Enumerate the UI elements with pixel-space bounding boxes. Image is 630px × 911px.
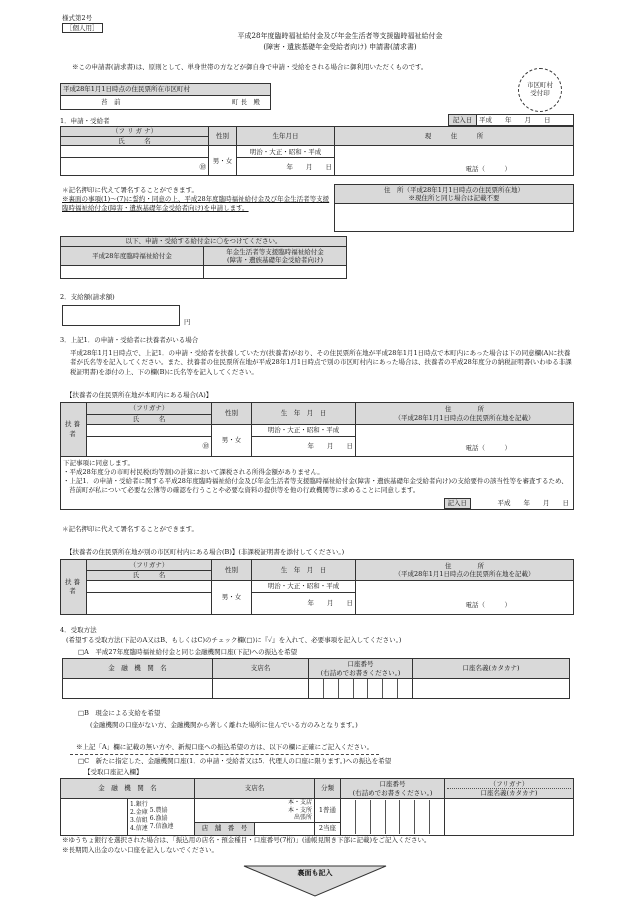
dependent-a-name-field[interactable] bbox=[87, 437, 212, 457]
bank-types-col2: 5.農協 6.漁協 7.信漁連 bbox=[149, 807, 174, 830]
applicant-furigana-header: （フ リ ガ ナ） bbox=[61, 127, 209, 137]
account-name-header bbox=[445, 779, 574, 799]
jan1-address-note: ※現住所と同じ場合は記載不要 bbox=[408, 194, 500, 202]
entry-date-label: 記入日 bbox=[449, 115, 477, 126]
dependent-seal-note: ＊記名押印に代えて署名することができます。 bbox=[62, 525, 198, 533]
branch-header: 支店名 bbox=[195, 779, 315, 799]
addressee-table bbox=[60, 83, 271, 110]
benefit-col-pension-line2: (障害・遺族基礎年金受給者向け) bbox=[226, 256, 324, 264]
form-number: 様式第2号 bbox=[62, 14, 93, 22]
prev-account-no-title: 口座番号 bbox=[347, 660, 374, 669]
benefit-col-pension-line1: 年金生活者等支援臨時福祉給付金 bbox=[226, 247, 324, 256]
consent-block bbox=[61, 457, 574, 510]
consent-line2: ・平成28年度分の市町村民税(均等割)の計算において課税される所得金額がありません。 bbox=[63, 468, 324, 477]
account-name-furigana-header: （フリガナ） bbox=[447, 780, 571, 789]
form-title-line2: (障害・遺族基礎年金受給者向け) 申請書(請求書) bbox=[263, 43, 417, 51]
entry-date-field[interactable]: 平成 年 月 日 bbox=[477, 115, 574, 126]
prev-account-name-header: 口座名義(カタカナ) bbox=[413, 659, 570, 679]
address-header: 現 住 所 bbox=[335, 127, 574, 146]
dependent-a-gender-header: 性別 bbox=[212, 403, 252, 425]
consent-date-field[interactable]: 平成 年 月 日 bbox=[497, 499, 569, 508]
section1-title: 1．申請・受給者 bbox=[60, 117, 110, 125]
oath-note: ※裏面の事項(1)～(7)に誓約・同意の上、平成28年度臨時福祉給付金及び年金生活者等支援臨時福祉給付金(障害・遺族基礎年金受給者向け)を申請します。 bbox=[62, 195, 330, 212]
prev-branch-field[interactable] bbox=[213, 679, 309, 699]
benefit-select-pension[interactable] bbox=[204, 266, 347, 279]
stamp-label-2: 受付印 bbox=[530, 89, 550, 98]
consent-date-label: 記入日 bbox=[444, 498, 472, 509]
entry-date-table bbox=[448, 114, 574, 126]
section3-title: 3．上記1．の申請・受給者に扶養者がいる場合 bbox=[60, 336, 199, 344]
amount-field[interactable] bbox=[62, 305, 180, 326]
gender-header: 性別 bbox=[209, 127, 237, 146]
dependent-a-address-title: 住 所 bbox=[445, 405, 484, 414]
dependent-b-era[interactable]: 明治・大正・昭和・平成 bbox=[252, 581, 356, 593]
prev-bank-header: 金 融 機 関 名 bbox=[63, 659, 213, 679]
stamp-label-1: 市区町村 bbox=[527, 81, 553, 89]
case-a-title: 【扶養者の住民票所在地が本町内にある場合(A)】 bbox=[66, 391, 213, 399]
section4-note: (希望する受取方法(下記のA又はB、もしくはC)のチェック欄(□)に『✓』を入れて、必要事項を記入してください。) bbox=[66, 636, 402, 644]
dependent-b-label: 扶養者 bbox=[61, 560, 87, 615]
mayor-honorific: 町 長 殿 bbox=[231, 98, 260, 107]
applicant-era[interactable]: 明治・大正・昭和・平成 bbox=[237, 146, 335, 158]
addressee-cell bbox=[61, 96, 271, 110]
applicant-birthdate[interactable]: 年 月 日 bbox=[237, 158, 335, 176]
new-account-table bbox=[60, 778, 574, 836]
dependent-b-name-field[interactable] bbox=[87, 593, 212, 615]
dependent-a-gender[interactable]: 男・女 bbox=[212, 425, 252, 457]
jan1-address-header bbox=[335, 185, 574, 204]
store-number-label: 店 舗 番 号 bbox=[195, 822, 255, 835]
prev-account-table bbox=[62, 658, 570, 699]
type-ordinary[interactable]: 1普通 bbox=[315, 799, 341, 823]
seal-note: ＊記名押印に代えて署名することができます。 bbox=[62, 186, 198, 194]
branch-name-field[interactable]: 本・支店 本・支所 出張所 bbox=[195, 799, 315, 823]
dependent-b-furigana-field[interactable] bbox=[87, 581, 212, 593]
option-c[interactable]: □C 新たに指定した、金融機関口座(1．の申請・受給者又は5．代理人の口座に限ります。)への振込を希望 bbox=[78, 757, 392, 765]
yucho-note: ※ゆうちょ銀行を選択された場合は、「振込用の店名・預金種目・口座番号(7桁)」(通帳見開き下部に記載)をご記入ください。 bbox=[62, 836, 431, 844]
dependent-a-table bbox=[60, 402, 574, 510]
applicant-phone: 電話（ ） bbox=[465, 164, 511, 173]
dependent-b-address-field[interactable] bbox=[356, 581, 574, 615]
jan1-address-field[interactable] bbox=[335, 204, 574, 232]
bank-types-col1: 1.銀行 2.金庫 3.信組 4.信連 bbox=[130, 801, 148, 832]
dependent-b-birth-header: 生 年 月 日 bbox=[252, 560, 356, 581]
benefit-select-temporary[interactable] bbox=[61, 266, 204, 279]
dependent-seal-icon: ㊞ bbox=[202, 442, 209, 451]
consent-line3: ・上記1．の申請・受給者に関する平成28年度臨時福祉給付金及び年金生活者等支援臨時福祉給付金(障害・遺族基礎年金受給者向け)の支給要件の該当性等を審査するため、苔前町が私について必要な公簿等の確認を行うことや必要な資料の提供等を他の行政機関等に求めることに同意します。 bbox=[63, 477, 568, 495]
dependent-a-name-header: 氏 名 bbox=[87, 415, 212, 425]
dependent-a-birthdate[interactable]: 年 月 日 bbox=[252, 437, 356, 457]
reception-stamp bbox=[518, 68, 562, 112]
dependent-b-gender[interactable]: 男・女 bbox=[212, 581, 252, 615]
form-title-line1: 平成28年度臨時福祉給付金及び年金生活者等支援臨時福祉給付金 bbox=[237, 32, 443, 40]
prev-account-name-field[interactable] bbox=[413, 679, 570, 699]
dependent-b-address-title: 住 所 bbox=[445, 561, 484, 570]
benefit-col-pension bbox=[204, 247, 347, 266]
dependent-b-address-subtitle: （平成28年1月1日時点の住民票所在地を記載） bbox=[394, 570, 535, 578]
applicant-address-field[interactable] bbox=[335, 146, 574, 176]
dormant-account-note: ※長期間入出金のない口座を記入しないでください。 bbox=[62, 846, 218, 854]
new-account-warning: ※上記「A」欄に記載の無い方や、新規口座への振込希望の方は、以下の欄に正確にご記入ください。 bbox=[70, 740, 379, 755]
account-name-title: 口座名義(カタカナ) bbox=[480, 789, 538, 797]
jan1-address-table bbox=[334, 184, 574, 232]
option-a[interactable]: □A 平成27年度臨時福祉給付金と同じ金融機関口座(下記)への振込を希望 bbox=[78, 648, 298, 656]
dependent-b-address-header bbox=[356, 560, 574, 581]
prev-account-no-header bbox=[309, 659, 413, 679]
dependent-explanation: 平成28年1月1日時点で、上記1．の申請・受給者を扶養していた方(扶養者)がおり、その住民票所在地が平成28年1月1日時点で本町内にあった場合は下の同意欄(A)に扶養者が氏名等を記入してください。また、扶養者の住民票所在地が平成28年1月1日時点で別の市区町村内にあった場合は、扶養者の平成28年度分の納税証明書(いわゆる非課税証明書)を添付の上、下の欄(B)に氏名等を記入してください。 bbox=[70, 349, 572, 376]
type-checking[interactable]: 2当座 bbox=[315, 822, 341, 835]
benefit-col-temporary: 平成28年度臨時福祉給付金 bbox=[61, 247, 204, 266]
account-entry-title: 【受取口座記入欄】 bbox=[84, 768, 143, 776]
applicant-table bbox=[60, 126, 574, 176]
account-no-title: 口座番号 bbox=[379, 780, 406, 789]
dependent-b-furigana-header: （フリガナ） bbox=[87, 560, 212, 571]
town-name: 苔 前 bbox=[101, 98, 121, 107]
dependent-a-label: 扶養者 bbox=[61, 403, 87, 457]
birth-header: 生年月日 bbox=[237, 127, 335, 146]
applicant-gender[interactable]: 男・女 bbox=[209, 146, 237, 176]
back-side-note: 裏面も記入 bbox=[297, 868, 333, 877]
dependent-b-birthdate[interactable]: 年 月 日 bbox=[252, 593, 356, 615]
section2-title: 2．支給額(請求額) bbox=[60, 293, 115, 301]
seal-icon: ㊞ bbox=[199, 162, 206, 171]
applicant-name-field[interactable] bbox=[61, 158, 209, 176]
dependent-a-birth-header: 生 年 月 日 bbox=[252, 403, 356, 425]
jan1-address-title: 住 所（平成28年1月1日時点の住民票所在地） bbox=[383, 185, 525, 194]
dependent-a-address-header bbox=[356, 403, 574, 425]
option-b[interactable]: □B 現金による支給を希望 bbox=[78, 709, 161, 717]
prev-bank-field[interactable] bbox=[63, 679, 213, 699]
addressee-header: 平成28年1月1日時点の住民票所在市区町村 bbox=[61, 84, 271, 96]
type-header: 分類 bbox=[315, 779, 341, 799]
benefit-header: 以下、申請・受給する給付金に〇をつけてください。 bbox=[61, 237, 347, 247]
amount-unit: 円 bbox=[184, 318, 191, 326]
dependent-a-phone: 電話（ ） bbox=[465, 444, 511, 453]
dependent-a-furigana-field[interactable] bbox=[87, 425, 212, 437]
consent-date-row bbox=[63, 495, 571, 509]
dependent-a-address-field[interactable] bbox=[356, 425, 574, 457]
prev-account-no-note: (右詰めでお書きください。) bbox=[320, 668, 401, 677]
prev-account-no-field[interactable] bbox=[309, 679, 413, 699]
dependent-b-name-header: 氏 名 bbox=[87, 571, 212, 581]
section4-title: 4．受取方法 bbox=[60, 626, 97, 634]
bank-type-options[interactable] bbox=[128, 799, 195, 836]
option-b-note: (金融機関の口座がない方、金融機関から著しく離れた場所に住んでいる方のみとなります。) bbox=[90, 721, 358, 729]
dependent-b-phone: 電話（ ） bbox=[465, 601, 511, 610]
account-no-header bbox=[341, 779, 445, 799]
case-b-title: 【扶養者の住民票所在地が別の市区町村内にある場合(B)】(非課税証明書を添付してください。) bbox=[66, 548, 345, 556]
store-number-field[interactable] bbox=[255, 822, 315, 835]
account-name-field[interactable] bbox=[445, 799, 574, 836]
dependent-a-address-subtitle: （平成28年1月1日時点の住民票所在地を記載） bbox=[394, 413, 535, 422]
dependent-b-gender-header: 性別 bbox=[212, 560, 252, 581]
applicant-furigana-field[interactable] bbox=[61, 146, 209, 158]
consent-line1: 下記事項に同意します。 bbox=[63, 459, 134, 467]
personal-use-tag: ［個人用］ bbox=[62, 23, 103, 33]
dependent-a-era[interactable]: 明治・大正・昭和・平成 bbox=[252, 425, 356, 437]
prev-branch-header: 支店名 bbox=[213, 659, 309, 679]
account-no-field[interactable] bbox=[341, 799, 445, 836]
dependent-a-furigana-header: （フリガナ） bbox=[87, 403, 212, 415]
bank-name-field[interactable] bbox=[61, 799, 128, 836]
usage-note: ※この申請書(請求書)は、原則として、単身世帯の方などが御自身で申請・受給をされる場合に御利用いただくものです。 bbox=[72, 63, 428, 71]
benefit-table bbox=[60, 236, 347, 279]
dependent-b-table bbox=[60, 559, 574, 615]
applicant-name-header: 氏 名 bbox=[61, 137, 209, 146]
bank-header: 金 融 機 関 名 bbox=[61, 779, 195, 799]
account-no-note: (右詰めでお書きください。) bbox=[352, 788, 433, 797]
